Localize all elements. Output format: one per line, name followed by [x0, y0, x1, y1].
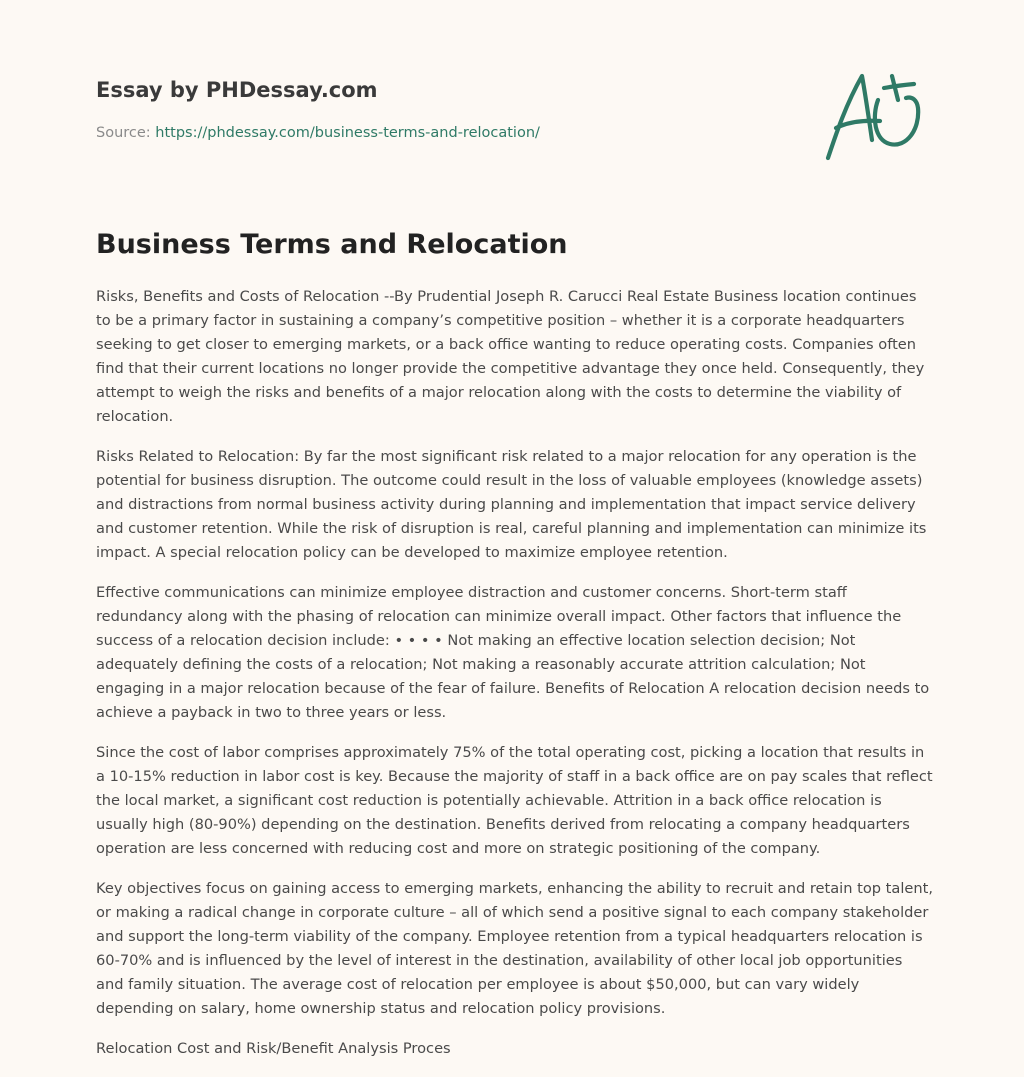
essay-content: [96, 285, 934, 1077]
a-plus-logo-icon: [822, 68, 928, 166]
brand-title: Essay by PHDessay.com: [96, 78, 378, 102]
essay-paragraph: Since the cost of labor comprises approximately 75% of the total operating cost, picking a location that results in a 10-15% reduction in labor cost is key. Because the majority of staff in a back office are on pay scales that reflect the local market, a significant cost reduction is potentially achievable. Attrition in a back office relocation is usually high (80-90%) depending on the destination. Benefits derived from relocating a company headquarters operation are less concerned with reducing cost and more on strategic positioning of the company.: [96, 744, 933, 857]
essay-paragraph: Risks, Benefits and Costs of Relocation --By Prudential Joseph R. Carucci Real Estate Business location continues to be a primary factor in sustaining a company’s competitive position – whether it is a corporate headquarters seeking to get closer to emerging markets, or a back office wanting to reduce operating costs. Companies often find that their current locations no longer provide the competitive advantage they once held. Consequently, they attempt to weigh the risks and benefits of a major relocation along with the costs to determine the viability of relocation.: [96, 288, 925, 425]
essay-paragraph: Effective communications can minimize employee distraction and customer concerns. Short-term staff redundancy along with the phasing of relocation can minimize overall impact. Other factors that influence the success of a relocation decision include: • • • • Not making an effective location selection decision; Not adequately defining the costs of a relocation; Not making a reasonably accurate attrition calculation; Not engaging in a major relocation because of the fear of failure. Benefits of Relocation A relocation decision needs to achieve a payback in two to three years or less.: [96, 584, 930, 721]
source-label: Source:: [96, 125, 156, 141]
page-header: [96, 76, 936, 176]
essay-paragraph: Key objectives focus on gaining access to emerging markets, enhancing the ability to recruit and retain top talent, or making a radical change in corporate culture – all of which send a positive signal to each company stakeholder and support the long-term viability of the company. Employee retention from a typical headquarters relocation is 60-70% and is influenced by the level of interest in the destination, availability of other local job opportunities and family situation. The average cost of relocation per employee is about $50,000, but can vary widely depending on salary, home ownership status and relocation policy provisions.: [96, 880, 933, 1017]
essay-title: Business Terms and Relocation: [96, 229, 568, 260]
source-line: [96, 123, 540, 143]
source-link[interactable]: https://phdessay.com/business-terms-and-relocation/: [155, 125, 540, 141]
essay-paragraph: Relocation Cost and Risk/Benefit Analysis Proces: [96, 1040, 451, 1057]
essay-paragraph: Risks Related to Relocation: By far the most significant risk related to a major relocation for any operation is the potential for business disruption. The outcome could result in the loss of valuable employees (knowledge assets) and distractions from normal business activity during planning and implementation that impact service delivery and customer retention. While the risk of disruption is real, careful planning and implementation can minimize its impact. A special relocation policy can be developed to maximize employee retention.: [96, 448, 927, 561]
